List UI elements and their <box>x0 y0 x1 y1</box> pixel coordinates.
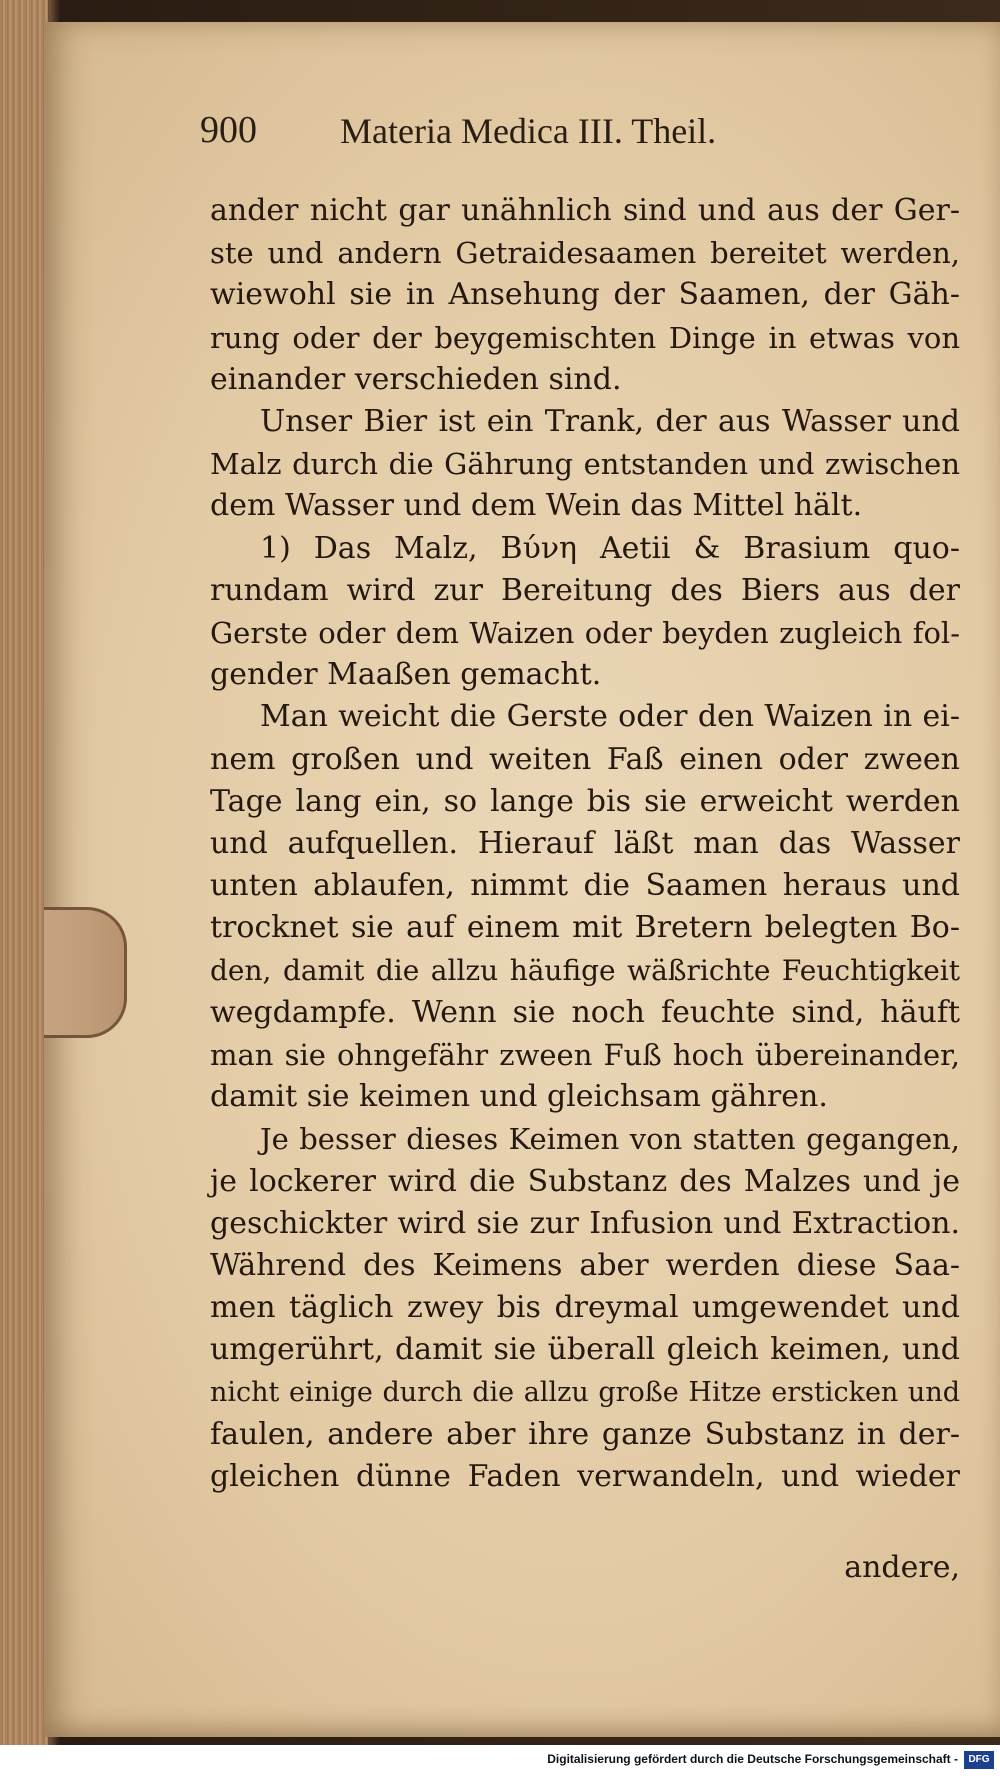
text-line: Gerste oder dem Waizen oder beyden zugleich fol- <box>210 616 960 651</box>
text-line: Man weicht die Gerste oder den Waizen in ei- <box>260 699 960 735</box>
text-line: man sie ohngefähr zween Fuß hoch übereinander, <box>210 1038 960 1073</box>
text-line: Während des Keimens aber werden diese Saa- <box>210 1248 960 1284</box>
running-head: Materia Medica III. Theil. <box>340 111 717 151</box>
text-line: unten ablaufen, nimmt die Saamen heraus und <box>210 868 960 904</box>
text-line: gleichen dünne Faden verwandeln, und wieder <box>210 1459 960 1495</box>
page-header <box>200 108 900 168</box>
text-line: damit sie keimen und gleichsam gähren. <box>210 1079 828 1115</box>
text-line: 1) Das Malz, Βύνη Aetii & Brasium quo- <box>260 530 960 566</box>
text-line: den, damit die allzu häufige wäßrichte Feuchtigkeit <box>210 953 960 987</box>
digitization-footer <box>0 1745 1000 1778</box>
text-line: rung oder der beygemischten Dinge in etwas von <box>210 320 960 355</box>
text-line: je lockerer wird die Substanz des Malzes und je <box>210 1163 960 1199</box>
text-line: ander nicht gar unähnlich sind und aus der Ger- <box>210 193 960 228</box>
catchword: andere, <box>844 1550 960 1585</box>
body-text <box>210 190 960 1498</box>
text-line: einander verschieden sind. <box>210 361 622 397</box>
text-line: nem großen und weiten Faß einen oder zween <box>210 741 960 777</box>
text-line: Unser Bier ist ein Trank, der aus Wasser und <box>260 404 960 440</box>
text-line: ste und andern Getraidesaamen bereitet werden, <box>210 236 960 271</box>
text-line: wegdampfe. Wenn sie noch feuchte sind, häuft <box>210 994 960 1030</box>
text-line: trocknet sie auf einem mit Bretern belegten Bo- <box>210 910 960 946</box>
text-line: umgerührt, damit sie überall gleich keimen, und <box>210 1332 960 1368</box>
page-number: 900 <box>200 109 257 151</box>
text-line: geschickter wird sie zur Infusion und Extraction. <box>210 1205 960 1241</box>
page-edge-stack <box>0 0 48 1745</box>
dfg-logo-icon: DFG <box>964 1751 994 1769</box>
text-line: men täglich zwey bis dreymal umgewendet und <box>210 1290 960 1326</box>
text-line: rundam wird zur Bereitung des Biers aus der <box>210 572 960 608</box>
text-line: Malz durch die Gährung entstanden und zwischen <box>210 447 960 482</box>
text-line: und aufquellen. Hierauf läßt man das Wasser <box>210 826 960 862</box>
text-line: wiewohl sie in Ansehung der Saamen, der Gäh- <box>210 277 960 313</box>
text-line: nicht einige durch die allzu große Hitze ersticken und <box>210 1376 960 1408</box>
text-line: gender Maaßen gemacht. <box>210 657 602 693</box>
text-line: dem Wasser und dem Wein das Mittel hält. <box>210 488 863 524</box>
bookmark-tab <box>44 907 127 1038</box>
funding-note: Digitalisierung gefördert durch die Deutsche Forschungsgemeinschaft - <box>547 1752 958 1766</box>
text-line: Je besser dieses Keimen von statten gegangen, <box>260 1122 960 1157</box>
text-line: faulen, andere aber ihre ganze Substanz in der- <box>210 1416 960 1452</box>
text-line: Tage lang ein, so lange bis sie erweicht werden <box>210 783 960 819</box>
